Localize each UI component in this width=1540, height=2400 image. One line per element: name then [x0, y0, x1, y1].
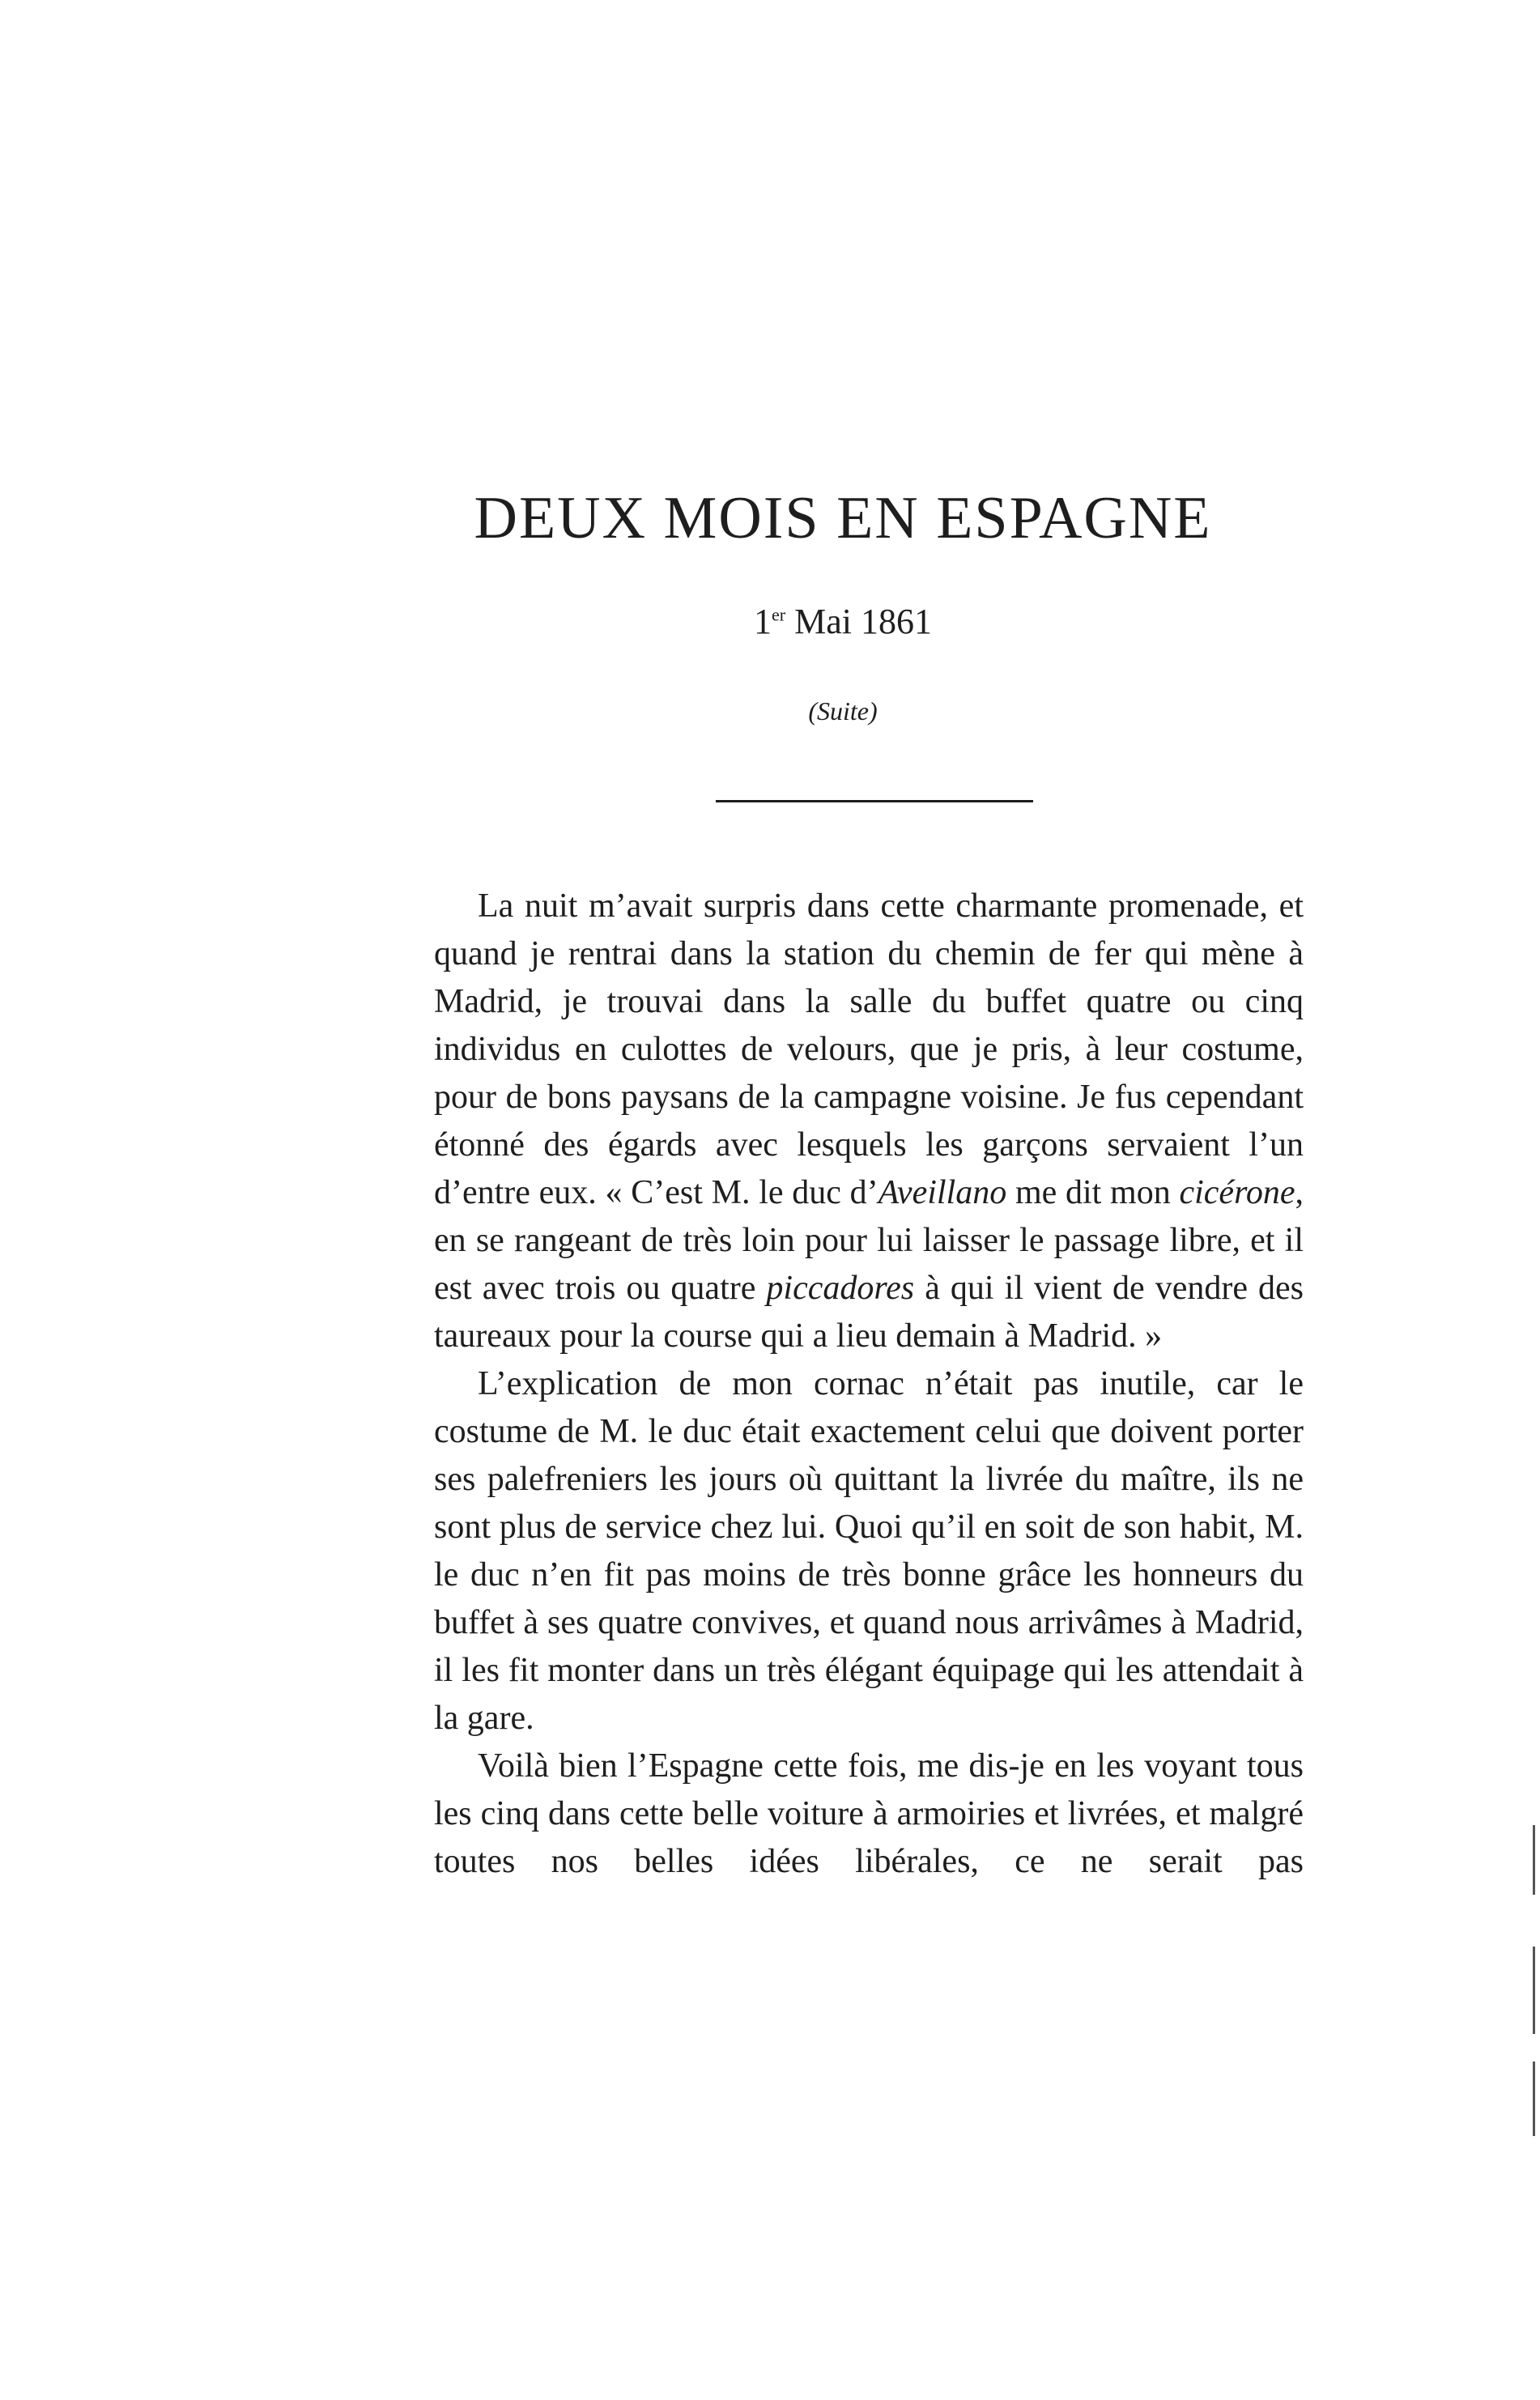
paragraph: [434, 1360, 1304, 1743]
italic-text-run: piccadores: [766, 1270, 915, 1307]
italic-text-run: Aveillano: [878, 1174, 1007, 1211]
date-ordinal: er: [772, 604, 786, 625]
chapter-continuation-note: (Suite): [808, 696, 878, 726]
text-run: Voilà bien l’Espagne cette fois, me dis-je en les voyant tous les cinq dans cette belle voiture à armoiries et livrées, et malgré toutes nos belles idées libérales, ce ne serait pas: [434, 1747, 1304, 1880]
margin-mark: [1533, 1825, 1535, 1895]
paragraph: [434, 883, 1304, 1360]
text-run: , en se rangeant de très loin pour lui laisser le passage libre, et il est avec trois ou quatre: [434, 1174, 1304, 1307]
margin-mark: [1533, 2062, 1535, 2136]
margin-mark: [1533, 1947, 1535, 2034]
text-run: La nuit m’avait surpris dans cette charmante promenade, et quand je rentrai dans la station du chemin de fer qui mène à Madrid, je trouvai dans la salle du buffet quatre ou cinq individus en culottes de velours, que je pris, à leur costume, pour de bons paysans de la campagne voisine. Je fus cependant étonné des égards avec lesquels les garçons servaient l’un d’entre eux. « C’est M. le duc d’: [434, 887, 1304, 1211]
text-run: me dit mon: [1006, 1174, 1180, 1211]
date-day: 1: [754, 602, 772, 641]
chapter-title: DEUX MOIS EN ESPAGNE: [474, 485, 1212, 551]
italic-text-run: cicérone: [1179, 1174, 1295, 1211]
chapter-date: [0, 601, 1540, 642]
body-text: [434, 883, 1304, 1886]
title-separator-rule: [716, 800, 1033, 802]
text-run: à qui il vient de vendre des taureaux pour la course qui a lieu demain à Madrid. »: [434, 1270, 1304, 1355]
date-rest: Mai 1861: [794, 602, 932, 641]
text-run: L’explication de mon cornac n’était pas inutile, car le costume de M. le duc était exactement celui que doivent porter ses palefreniers les jours où quittant la livrée du maître, ils ne sont plus de service chez lui. Quoi qu’il en soit de son habit, M. le duc n’en fit pas moins de très bonne grâce les honneurs du buffet à ses quatre convives, et quand nous arrivâmes à Madrid, il les fit monter dans un très élégant équipage qui les attendait à la gare.: [434, 1365, 1304, 1737]
paragraph: [434, 1743, 1304, 1886]
